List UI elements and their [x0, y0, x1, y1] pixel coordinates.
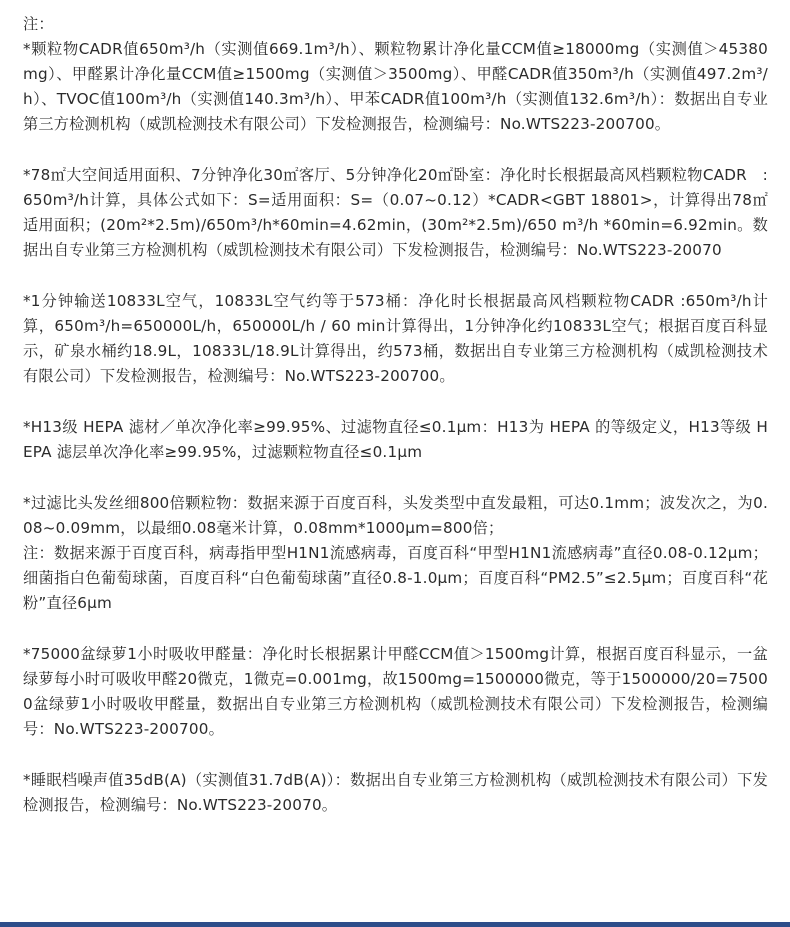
note-block-3 — [23, 289, 768, 389]
note-particle-sources: 注：数据来源于百度百科，病毒指甲型H1N1流感病毒，百度百科“甲型H1N1流感病毒”直径0.08-0.12μm；细菌指白色葡萄球菌，百度百科“白色葡萄球菌”直径0.8-1.0μm；百度百科“PM2.5”≤2.5μm；百度百科“花粉”直径6μm — [23, 544, 768, 612]
note-pothos-equivalent: *75000盆绿萝1小时吸收甲醛量：净化时长根据累计甲醛CCM值＞1500mg计算，根据百度百科显示，一盆绿萝每小时可吸收甲醛20微克，1微克=0.001mg，故1500mg=1500000微克，等于1500000/20=75000盆绿萝1小时吸收甲醛量，数据出自专业第三方检测机构（威凯检测技术有限公司）下发检测报告，检测编号：No.WTS223-200700。 — [23, 645, 768, 738]
note-area-coverage: *78㎡大空间适用面积、7分钟净化30㎡客厅、5分钟净化20㎡卧室：净化时长根据最高风档颗粒物CADR :650m³/h计算，具体公式如下：S=适用面积：S=（0.07~0.12）*CADR<GBT 18801>，计算得出78㎡适用面积；(20m²*2.5m)/650m³/h*60min=4.62min，(30m²*2.5m)/650 m³/h *60min=6.92min。数据出自专业第三方检测机构（威凯检测技术有限公司）下发检测报告，检测编号：No.WTS223-20070 — [23, 166, 768, 259]
note-sleep-noise: *睡眠档噪声值35dB(A)（实测值31.7dB(A)）：数据出自专业第三方检测机构（威凯检测技术有限公司）下发检测报告，检测编号：No.WTS223-20070。 — [23, 771, 768, 814]
notes-heading: 注： — [23, 15, 54, 33]
notes-container — [23, 12, 768, 844]
note-block-6 — [23, 642, 768, 742]
note-block-5 — [23, 491, 768, 616]
footer-bar — [0, 922, 790, 927]
note-block-2 — [23, 163, 768, 263]
note-cadr-specs: *颗粒物CADR值650m³/h（实测值669.1m³/h）、颗粒物累计净化量CCM值≥18000mg（实测值＞45380mg）、甲醛累计净化量CCM值≥1500mg（实测值＞3500mg）、甲醛CADR值350m³/h（实测值497.2m³/h）、TVOC值100m³/h（实测值140.3m³/h）、甲苯CADR值100m³/h（实测值132.6m³/h）：数据出自专业第三方检测机构（威凯检测技术有限公司）下发检测报告，检测编号：No.WTS223-200700。 — [23, 40, 768, 133]
note-block-4 — [23, 415, 768, 465]
note-hair-comparison: *过滤比头发丝细800倍颗粒物：数据来源于百度百科，头发类型中直发最粗，可达0.1mm；波发次之，为0.08~0.09mm，以最细0.08毫米计算，0.08mm*1000μm=800倍； — [23, 494, 768, 537]
note-block-7 — [23, 768, 768, 818]
note-air-volume: *1分钟输送10833L空气，10833L空气约等于573桶：净化时长根据最高风档颗粒物CADR :650m³/h计算，650m³/h=650000L/h，650000L/h / 60 min计算得出，1分钟净化约10833L空气；根据百度百科显示，矿泉水桶约18.9L，10833L/18.9L计算得出，约573桶，数据出自专业第三方检测机构（威凯检测技术有限公司）下发检测报告，检测编号：No.WTS223-200700。 — [23, 292, 768, 385]
note-block-1 — [23, 12, 768, 137]
note-hepa-filter: *H13级 HEPA 滤材／单次净化率≥99.95%、过滤物直径≤0.1μm：H13为 HEPA 的等级定义，H13等级 HEPA 滤层单次净化率≥99.95%，过滤颗粒物直径≤0.1μm — [23, 418, 768, 461]
